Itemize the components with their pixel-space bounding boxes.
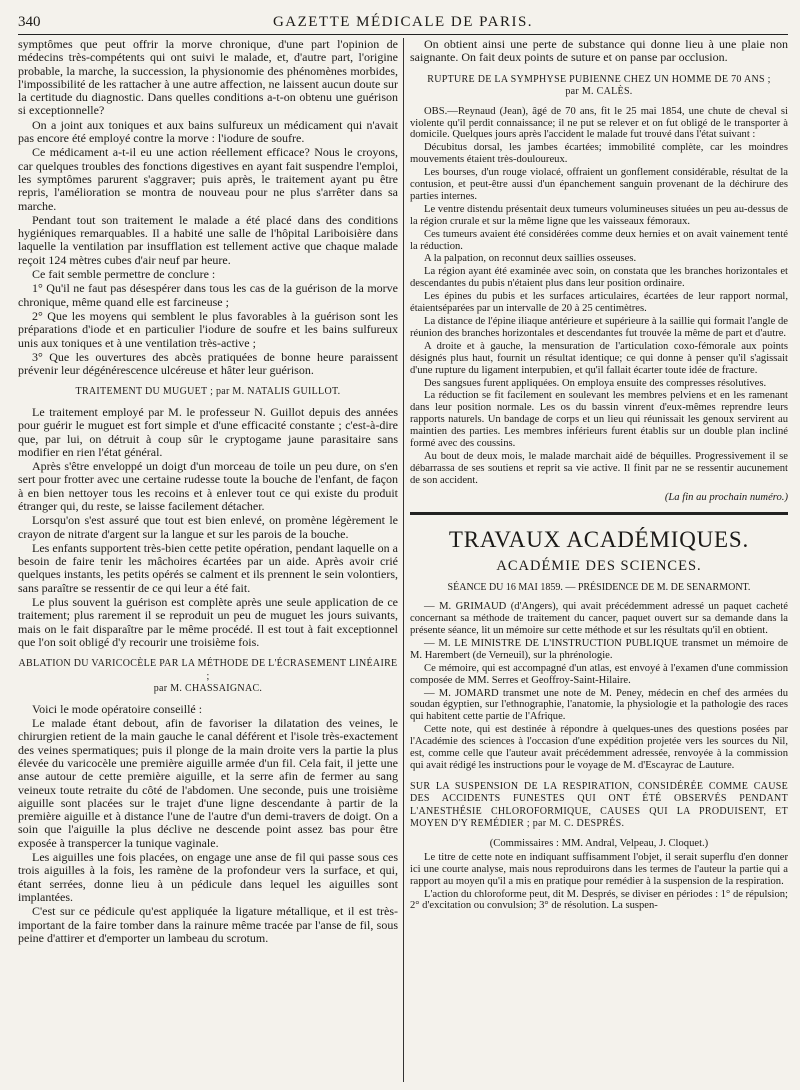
paragraph: Les épines du pubis et les surfaces articulaires, écartées de leur rapport normal, étaientséparées par un intervalle de 20 à 25 centimètres. bbox=[410, 291, 788, 315]
paragraph: L'action du chloroforme peut, dit M. Després, se diviser en périodes : 1° de répulsion; 2° d'excitation ou convulsion; 3° de résolution. La suspen- bbox=[410, 888, 788, 912]
paragraph: — M. LE MINISTRE DE L'INSTRUCTION PUBLIQUE transmet un mémoire de M. Harembert (de Verneuil), sur la phrénologie. bbox=[410, 637, 788, 661]
paragraph: Le traitement employé par M. le professeur N. Guillot depuis des années pour guérir le muguet est fort simple et d'une efficacité constante ; c'est-à-dire que, par lui, on détruit à coup sûr le cryptogame jaune parasitaire sans modifier en rien l'état général. bbox=[18, 404, 398, 459]
paragraph: C'est sur ce pédicule qu'est appliquée la ligature métallique, et il est très-important de la faire tomber dans la rainure même tracée par l'anse de fil, sous peine d'attirer et d'emporter un lambeau du scrotum. bbox=[18, 904, 398, 945]
paragraph: Après s'être enveloppé un doigt d'un morceau de toile un peu dure, on s'en sert pour frotter avec une certaine rudesse toute la bouche de l'enfant, de façon à en bien nettoyer tous les recoins et à enlever tout ce qui existe du produit étranger qui, du reste, se laisse facilement détacher. bbox=[18, 459, 398, 513]
paragraph: Ces tumeurs avaient été considérées comme deux hernies et on avait vainement tenté la réduction. bbox=[410, 228, 788, 252]
conclusion-item: 1° Qu'il ne faut pas désespérer dans tous les cas de la guérison de la morve chronique, même quand elle est farcineuse ; bbox=[18, 281, 398, 309]
conclusion-item: 2° Que les moyens qui semblent le plus favorables à la guérison sont les préparations d'iode et en particulier l'iodure de soufre et les bains sulfureux unis aux toniques et à une ventilation très-active ; bbox=[18, 308, 398, 350]
section-author: par M. CALÈS. bbox=[565, 86, 633, 98]
section-heading-varicocele bbox=[18, 658, 398, 696]
paragraph: La région ayant été examinée avec soin, on constata que les branches horizontales et descendantes du pubis n'étaient plus dans leur position ordinaire. bbox=[410, 266, 788, 290]
seance-line: SÉANCE DU 16 MAI 1859. — PRÉSIDENCE DE M. DE SENARMONT. bbox=[447, 581, 751, 593]
paragraph: Des sangsues furent appliquées. On employa ensuite des compresses résolutives. bbox=[424, 377, 767, 389]
paragraph: OBS.—Reynaud (Jean), âgé de 70 ans, fit le 25 mai 1854, une chute de cheval si violente qu'il perdit connaissance; il ne put se relever et on fut obligé de le transporter à domicile. Quelques jours après l'accident le malade fut trouvé dans l'état suivant : bbox=[410, 105, 788, 141]
paragraph: A la palpation, on reconnut deux saillies osseuses. bbox=[424, 253, 637, 265]
paragraph: Le plus souvent la guérison est complète après une seule application de ce traitement; plus rarement il se reproduit un peu de muguet les jours suivants, mais on le fait disparaître par le même procédé. Il est tout à fait exceptionnel que l'on soit obligé d'y recourir une troisième fois. bbox=[18, 595, 398, 649]
section-heading-muguet: TRAITEMENT DU MUGUET ; par M. NATALIS GUILLOT. bbox=[75, 386, 341, 398]
page-number: 340 bbox=[18, 14, 41, 30]
column-divider bbox=[403, 38, 404, 1082]
paragraph: Décubitus dorsal, les jambes écartées; immobilité complète, car les moindres mouvements étaient très-douloureux. bbox=[410, 142, 788, 166]
observation-block bbox=[410, 106, 788, 487]
paragraph: Cette note, qui est destinée à répondre à quelques-unes des questions posées par l'Académie des sciences à l'occasion d'une expédition projetée vers les sources du Nil, est, comme celle que l'auteur avait précédemment adressée, renvoyée à la commission qui avait rédigé les instructions pour le voyage de M. d'Escayrac de Lauture. bbox=[410, 724, 788, 771]
paragraph: Ce mémoire, qui est accompagné d'un atlas, est envoyé à l'examen d'une commission composée de MM. Serres et Geoffroy-Saint-Hilaire. bbox=[410, 662, 788, 686]
paragraph: Au bout de deux mois, le malade marchait aidé de béquilles. Progressivement il se débarrassa de ses soutiens et reprit sa vie active. Il finit par ne se ressentir aucunement de son accident. bbox=[410, 450, 788, 486]
paragraph: Voici le mode opératoire conseillé : bbox=[32, 701, 203, 716]
section-title: ABLATION DU VARICOCÈLE PAR LA MÉTHODE DE L'ÉCRASEMENT LINÉAIRE ; bbox=[18, 658, 398, 682]
journal-title: GAZETTE MÉDICALE DE PARIS. bbox=[272, 14, 534, 30]
newspaper-page bbox=[18, 8, 788, 1084]
paragraph: La réduction se fit facilement en soulevant les membres pelviens et en les ramenant dans leur position normale. Les os du bassin vinrent d'eux-mêmes reprendre leurs rapports naturels. Un bandage de corps et un lieu qui réunissait les genoux servirent au maintien des parties. Les membres inférieurs furent établis sur un double plan incliné formé avec des coussins. bbox=[410, 390, 788, 450]
academy-proceedings bbox=[410, 601, 788, 772]
section-divider bbox=[410, 512, 788, 515]
section-heading-symphyse bbox=[410, 74, 788, 99]
section-author: par M. CHASSAIGNAC. bbox=[153, 683, 263, 695]
paragraph: — M. GRIMAUD (d'Angers), qui avait précédemment adressé un paquet cacheté concernant sa méthode de traitement du cancer, paquet ouvert sur sa demande dans la présente séance, lit un mémoire sur cette méthode et sur les résultats qu'il en obtient. bbox=[410, 601, 788, 636]
paragraph: Le titre de cette note en indiquant suffisamment l'objet, il serait superflu d'en donner ici une courte analyse, mais nous reproduirons dans les termes de l'auteur la partie qui a rapport au moyen qu'il a mis en pratique pour remédier à la suspension de la respiration. bbox=[410, 851, 788, 887]
paragraph: Pendant tout son traitement le malade a été placé dans des conditions hygiéniques remarquables. Il a habité une salle de l'hôpital Lariboisière dans laquelle la ventilation par insufflation est tellement active que chaque malade reçoit 124 mètres cubes d'air neuf par heure. bbox=[18, 212, 398, 267]
travaux-title: TRAVAUX ACADÉMIQUES. bbox=[448, 526, 750, 552]
paragraph: Ce médicament a-t-il eu une action réellement efficace? Nous le croyons, car quelques troubles des fonctions digestives en ayant fait suspendre l'emploi, les symptômes parurent s'aggraver; puis après, le traitement ayant pu être repris, l'amélioration se montra de nouveau pour ne plus s'arrêter dans sa marche. bbox=[18, 145, 398, 213]
paragraph: Lorsqu'on s'est assuré que tout est bien enlevé, on promène légèrement le crayon de nitrate d'argent sur la langue et sur les parois de la bouche. bbox=[18, 513, 398, 541]
right-column bbox=[410, 38, 788, 1082]
paragraph: Les bourses, d'un rouge violacé, offraient un gonflement considérable, résultat de la contusion, et peut-être aussi d'un épanchement sanguin provenant de la déchirure des parties internes. bbox=[410, 167, 788, 202]
paragraph: La distance de l'épine iliaque antérieure et supérieure à la saillie qui formait l'angle de réunion des branches horizontales et descendantes fut trouvée la même de part et d'autre. bbox=[410, 316, 788, 339]
section-heading-respiration: SUR LA SUSPENSION DE LA RESPIRATION, CONSIDÉRÉE COMME CAUSE DES ACCIDENTS FUNESTES QUI ONT ÉTÉ OBSERVÉS PENDANT L'ANESTHÉSIE CHLOROFORMIQUE, CAUSES QUI LA PRODUISENT, ET MOYEN D'Y REMÉDIER ; par M. C. DESPRÉS. bbox=[410, 780, 788, 830]
academie-title: ACADÉMIE DES SCIENCES. bbox=[496, 557, 702, 574]
left-column bbox=[18, 38, 398, 1082]
paragraph: Le malade étant debout, afin de favoriser la dilatation des veines, le chirurgien retient de la main gauche le canal déférent et l'isole très-exactement des veines spermatiques; puis il plonge de la main droite vers la partie la plus élevée du varicocèle une première aiguille armée d'un fil. Cela fait, il jette une anse autour de cette première aiguille, et la serre afin de fermer au sang veineux toute retraite du côté de l'abdomen. Une seconde, puis une troisième aiguille sont placées sur le trajet d'une ligne descendante à partir de la première aiguille et à distance l'une de l'autre d'un demi-travers de doigt. On a soin que l'aiguille la plus déclive ne descende point assez bas pour être exposée à transpercer la tunique vaginale. bbox=[18, 716, 398, 850]
paragraph: symptômes que peut offrir la morve chronique, d'une part l'opinion de médecins très-compétents qui ont suivi le malade, et, d'autre part, l'origine probable, la marche, la succession, la physionomie des phénomènes morbides, l'impossibilité de les rattacher à une autre affection, ne laissent aucun doute sur la certitude du diagnostic. Dans quelles conditions a-t-on obtenu une guérison si exceptionnelle? bbox=[18, 38, 398, 118]
section-title: RUPTURE DE LA SYMPHYSE PUBIENNE CHEZ UN HOMME DE 70 ANS ; bbox=[427, 73, 771, 85]
commissaires-line: (Commissaires : MM. Andral, Velpeau, J. Cloquet.) bbox=[489, 837, 709, 849]
paragraph: — M. JOMARD transmet une note de M. Peney, médecin en chef des armées du soudan égyptien, sur l'ethnographie, l'anatomie, la physiologie et la pathologie des races qui habitent cette partie de l'Afrique. bbox=[410, 687, 788, 723]
page-header bbox=[18, 8, 788, 35]
paragraph: Les enfants supportent très-bien cette petite opération, pendant laquelle on a besoin de faire tenir les mâchoires écartées par un aide. Après avoir crié quelques instants, les petits opérés se calment et ils prennent le sein volontiers, sans paraître se ressentir de ce qui leur a été fait. bbox=[18, 540, 398, 595]
paragraph: Le ventre distendu présentait deux tumeurs volumineuses situées un peu au-dessus de la région crurale et sur la même ligne que les vaisseaux fémoraux. bbox=[410, 203, 788, 227]
paragraph: On obtient ainsi une perte de substance qui donne lieu à une plaie non saignante. On fait deux points de suture et on panse par occlusion. bbox=[410, 38, 788, 65]
paragraph: A droite et à gauche, la mensuration de l'articulation coxo-fémorale aux points désignés plus haut, fournit un résultat identique; ce qui donne à penser qu'il s'agissait d'une rupture du ligament interpubien, et qu'il fallait écarter toute idée de fracture. bbox=[410, 340, 788, 376]
continuation-note: (La fin au prochain numéro.) bbox=[664, 491, 788, 503]
paragraph: Les aiguilles une fois placées, on engage une anse de fil qui passe sous ces trois aiguilles à la fois, les ramène de la profondeur vers la surface, et qui, étant serrées, donne lieu à un pédicule dans lequel les aiguilles sont implantées. bbox=[18, 850, 398, 904]
paragraph: Ce fait semble permettre de conclure : bbox=[32, 267, 216, 282]
conclusion-item: 3° Que les ouvertures des abcès pratiquées de bonne heure paraissent prévenir leur dégénérescence ulcéreuse et hâter leur guérison. bbox=[18, 349, 398, 378]
paragraph: On a joint aux toniques et aux bains sulfureux un médicament qui n'avait pas encore été employé contre la morve : l'iodure de soufre. bbox=[18, 117, 398, 146]
columns bbox=[18, 38, 788, 1082]
respiration-text bbox=[410, 852, 788, 913]
